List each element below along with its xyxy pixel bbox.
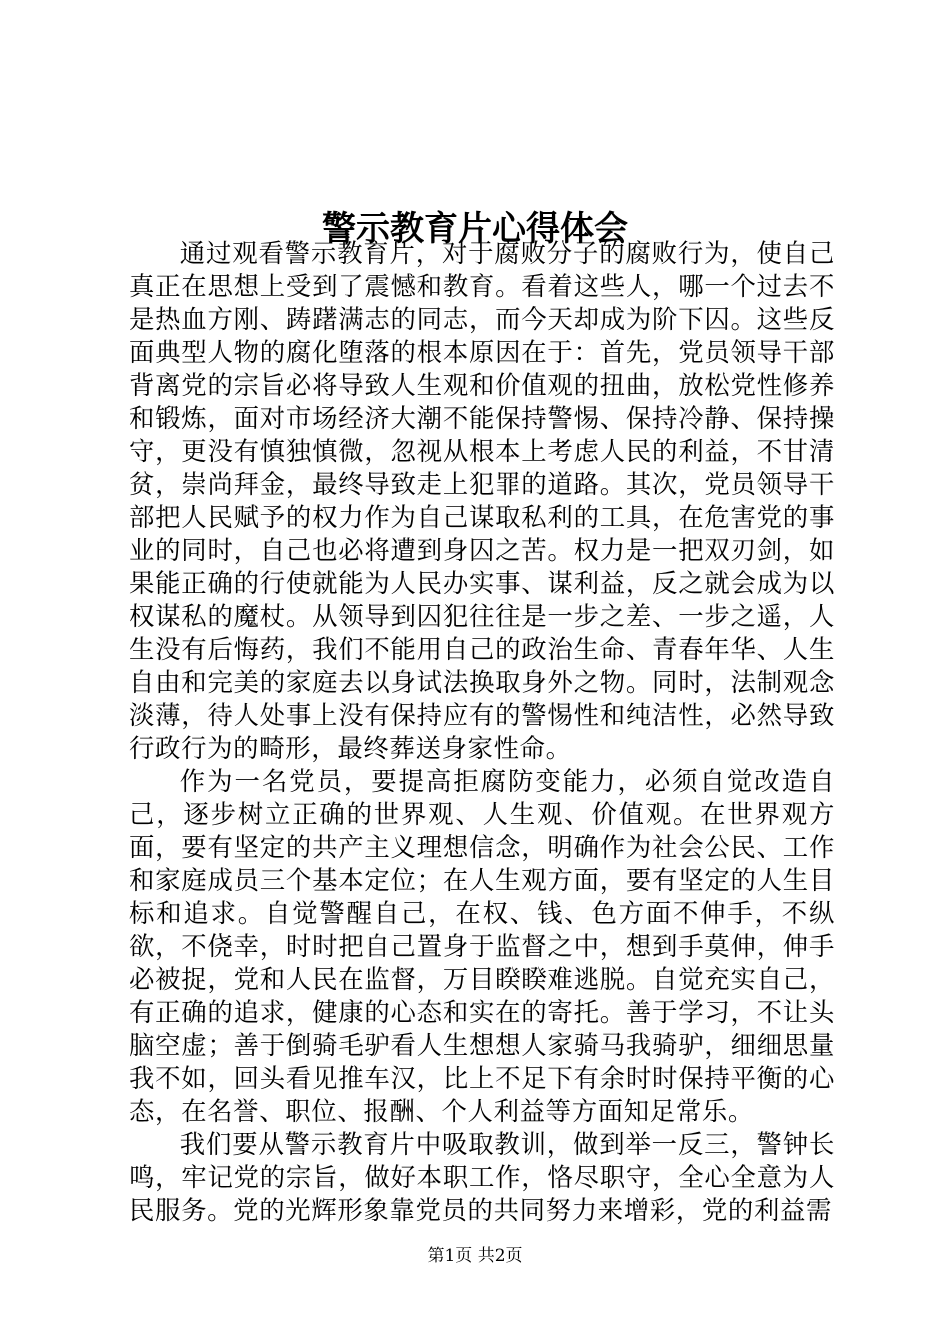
document-body	[129, 237, 835, 1227]
page-number: 第1页 共2页	[427, 1246, 523, 1266]
paragraph-1: 通过观看警示教育片，对于腐败分子的腐败行为，使自己真正在思想上受到了震憾和教育。看着这些人，哪一个过去不是热血方刚、踌躇满志的同志，而今天却成为阶下囚。这些反面典型人物的腐化堕落的根本原因在于：首先，党员领导干部背离党的宗旨必将导致人生观和价值观的扭曲，放松党性修养和锻炼，面对市场经济大潮不能保持警惕、保持冷静、保持操守，更没有慎独慎微，忽视从根本上考虑人民的利益，不甘清贫，崇尚拜金，最终导致走上犯罪的道路。其次，党员领导干部把人民赋予的权力作为自己谋取私利的工具，在危害党的事业的同时，自己也必将遭到身囚之苦。权力是一把双刃剑，如果能正确的行使就能为人民办实事、谋利益，反之就会成为以权谋私的魔杖。从领导到囚犯往往是一步之差、一步之遥，人生没有后悔药，我们不能用自己的政治生命、青春年华、人生自由和完美的家庭去以身试法换取身外之物。同时，法制观念淡薄，待人处事上没有保持应有的警惕性和纯洁性，必然导致行政行为的畸形，最终葬送身家性命。	[129, 238, 835, 763]
paragraph-3: 我们要从警示教育片中吸取教训，做到举一反三，警钟长鸣，牢记党的宗旨，做好本职工作，恪尽职守，全心全意为人民服务。党的光辉形象靠党员的共同努力来增彩，党的利益需	[129, 1129, 835, 1225]
document-title: 警示教育片心得体会	[322, 208, 628, 249]
paragraph-2: 作为一名党员，要提高拒腐防变能力，必须自觉改造自己，逐步树立正确的世界观、人生观、价值观。在世界观方面，要有坚定的共产主义理想信念，明确作为社会公民、工作和家庭成员三个基本定位；在人生观方面，要有坚定的人生目标和追求。自觉警醒自己，在权、钱、色方面不伸手，不纵欲，不侥幸，时时把自己置身于监督之中，想到手莫伸，伸手必被捉，党和人民在监督，万目睽睽难逃脱。自觉充实自己，有正确的追求，健康的心态和实在的寄托。善于学习，不让头脑空虚；善于倒骑毛驴看人生想想人家骑马我骑驴，细细思量我不如，回头看见推车汉，比上不足下有余时时保持平衡的心态，在名誉、职位、报酬、个人利益等方面知足常乐。	[129, 766, 835, 1126]
